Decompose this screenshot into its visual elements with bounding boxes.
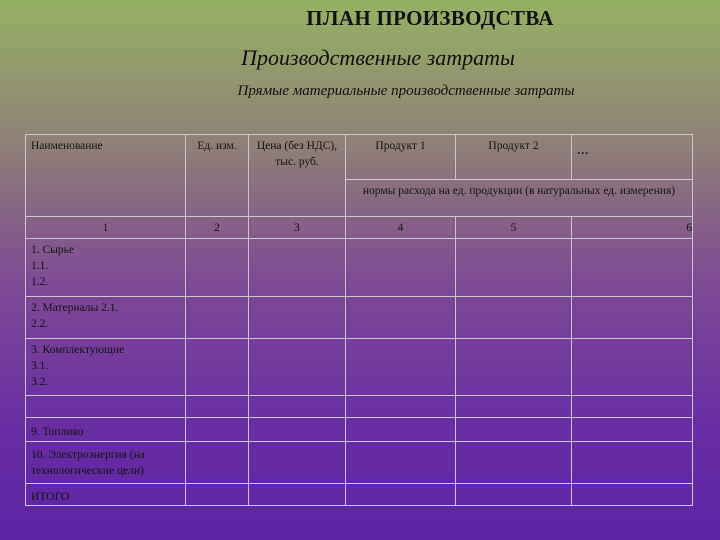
header-product-1: Продукт 1 — [346, 135, 456, 180]
table-row — [26, 396, 693, 418]
table-row — [26, 339, 693, 396]
column-numbers-row — [26, 217, 693, 239]
header-name: Наименование — [26, 135, 186, 217]
column-number: 4 — [346, 217, 456, 239]
header-unit: Ед. изм. — [186, 135, 249, 217]
column-number: 5 — [456, 217, 572, 239]
row-label-total: ИТОГО — [26, 484, 186, 506]
row-label: 1. Сырье 1.1. 1.2. — [26, 239, 186, 297]
header-product-2: Продукт 2 — [456, 135, 572, 180]
row-label: 2. Материалы 2.1. 2.2. — [26, 297, 186, 339]
column-number: 2 — [186, 217, 249, 239]
header-more: … — [572, 135, 693, 180]
table-row — [26, 442, 693, 484]
row-label: 9. Топливо — [26, 418, 186, 442]
header-price: Цена (без НДС), тыс. руб. — [249, 135, 346, 217]
row-label: 3. Комплектующие 3.1. 3.2. — [26, 339, 186, 396]
production-plan-table — [25, 134, 693, 506]
table-row — [26, 418, 693, 442]
table-row-total — [26, 484, 693, 506]
column-number: 1 — [26, 217, 186, 239]
row-label: 10. Электроэнергия (на технологические цели) — [26, 442, 186, 484]
column-number: 3 — [249, 217, 346, 239]
page-subtitle: Производственные затраты — [241, 45, 515, 70]
column-number: 6 — [572, 217, 693, 239]
section-title: Прямые материальные производственные затраты — [237, 83, 575, 99]
table-row — [26, 297, 693, 339]
table-row — [26, 239, 693, 297]
header-norms: нормы расхода на ед. продукции (в натуральных ед. измерения) — [346, 180, 693, 217]
row-label — [26, 396, 186, 418]
page-title: ПЛАН ПРОИЗВОДСТВА — [306, 6, 554, 30]
table-header-row — [26, 135, 693, 180]
